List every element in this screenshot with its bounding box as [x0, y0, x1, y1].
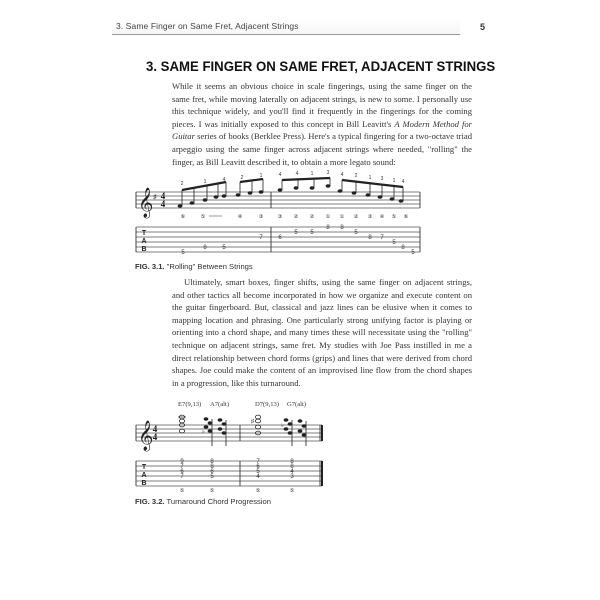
figure-1-label: FIG. 3.1. — [135, 262, 165, 271]
fig2-tab-c3-s2: 6 — [256, 464, 260, 470]
fig2-tab-letter-a: A — [141, 472, 147, 479]
section-title: 3. SAME FINGER ON SAME FRET, ADJACENT STRINGS — [146, 59, 496, 75]
fig2-tab-c4-s2: 8 — [290, 464, 294, 470]
fig1-finger-7: 4 — [295, 171, 299, 177]
figure-2-caption-text: Turnaround Chord Progression — [166, 497, 271, 506]
fig1-tab-1: 5 — [181, 250, 185, 256]
fig1-finger-14: 1 — [392, 178, 396, 184]
fig2-tab-c4-s3: 4 — [290, 469, 294, 475]
fig2-chord-symbols — [178, 401, 306, 408]
fig2-tab-c2-s2: 8 — [210, 464, 214, 470]
fig1-string-3: ④ — [237, 214, 243, 220]
chord-symbol-e7: E7(9,13) — [178, 401, 202, 408]
paragraph-1-text-a: While it seems an obvious choice in scale fingerings, using the same finger on the same fret, while moving laterally on adjacent strings, is new to some. I personally use this technique widely, and you'll find it frequently in the fingerings for the coming pieces. I was initially exposed to this concept in Bill Leavitt's — [172, 81, 472, 129]
chord-symbol-g7-alt: G7(alt) — [287, 401, 307, 408]
fig1-string-7: ② — [309, 214, 315, 220]
page-number: 5 — [480, 22, 486, 32]
fig2-string-mark-4: ⑤ — [289, 488, 295, 494]
fig1-tab-7: 5 — [310, 230, 314, 236]
fig1-tab-letter-t: T — [141, 230, 147, 237]
fig2-tab-letter-t: T — [141, 464, 147, 471]
fig2-tab-c3-s3: 5 — [256, 469, 260, 475]
fig1-finger-11: 2 — [354, 173, 358, 179]
fig1-finger-4: 2 — [240, 175, 244, 181]
fig1-tab-12: 7 — [380, 235, 384, 241]
fig2-tab-c3-s1: 7 — [256, 459, 260, 465]
paragraph-2: Ultimately, smart boxes, finger shifts, using the same finger on adjacent strings, and other tactics all become incorporated in how we organize and execute content on the guitar fingerboard. But, classical and jazz lines can be elusive when it comes to mapping location and phrasing. One particularly strong unifying factor is playing or orienting into a chord shape, and many times these will necessitate using the "rolling" technique on adjacent strings, same fret. My studies with Joe Pass instilled in me a direct relationship between chord forms (grips) and lines that were derived from chord shapes. Joe could make the content of an improvised line flow from the chord shapes in a progression, like this turnaround. — [172, 277, 472, 388]
chord-4 — [281, 418, 306, 446]
fig1-tab-6: 5 — [294, 230, 298, 236]
fig2-tab-c1-s2: 7 — [180, 464, 184, 470]
fig1-tab-10: 5 — [354, 230, 358, 236]
figure-2-caption — [135, 497, 271, 506]
fig1-finger-5: 1 — [259, 173, 263, 179]
chord-1 — [178, 415, 186, 433]
fig1-string-2: ⑤ — [200, 214, 206, 220]
fig2-string-mark-3: ⑤ — [255, 488, 261, 494]
fig2-tab-staff — [136, 461, 322, 487]
fig1-string-13: ⑤ — [391, 214, 397, 220]
figure-2-label: FIG. 3.2. — [135, 497, 165, 506]
fig1-string-9: ① — [339, 214, 345, 220]
fig1-finger-3: 4 — [222, 177, 226, 183]
fig1-tab-letter-b: B — [141, 246, 147, 253]
book-title: A Modern Method for Guitar — [172, 118, 472, 142]
fig1-string-4: ③ — [258, 214, 264, 220]
fig2-tab-c1-s1: 9 — [180, 459, 184, 465]
running-head-text: 3. Same Finger on Same Fret, Adjacent Strings — [116, 21, 299, 31]
fig1-tab-5: 6 — [278, 235, 282, 241]
figure-2-staff — [136, 425, 322, 441]
fig2-tab-c2-s3: 6 — [210, 469, 214, 475]
chord-symbol-d7: D7(9,13) — [255, 401, 279, 408]
fig2-string-mark-1: ⑤ — [179, 488, 185, 494]
fig1-string-5: ③ — [277, 214, 283, 220]
fig1-string-6: ② — [293, 214, 299, 220]
fig2-tab-letter-b: B — [141, 480, 147, 487]
fig1-finger-9: 3 — [326, 170, 330, 176]
fig1-tab-numbers — [181, 225, 415, 256]
key-signature-sharp-icon: ♯ — [153, 193, 157, 201]
fig2-tab-c4-s1: 8 — [290, 459, 294, 465]
fig1-string-1: ⑥ — [180, 214, 186, 220]
fig1-tab-2: 8 — [203, 245, 207, 251]
figure-1-caption-text: "Rolling" Between Strings — [166, 262, 253, 271]
fig2-tab-c4-s4: 3 — [290, 474, 294, 480]
fig1-finger-8: 1 — [310, 171, 314, 177]
fig1-tab-3: 5 — [222, 245, 226, 251]
fig1-string-14: ⑥ — [403, 214, 409, 220]
fig1-finger-12: 1 — [368, 175, 372, 181]
fig1-notes — [178, 178, 404, 208]
fig2-time-sig-top: 4 — [152, 424, 158, 434]
fig1-finger-15: 4 — [401, 179, 405, 185]
fig1-tab-letter-a: A — [141, 238, 147, 245]
fig1-time-sig-bottom: 4 — [160, 199, 166, 209]
fig1-string-10: ② — [353, 214, 359, 220]
fig2-tab-numbers — [180, 459, 295, 494]
figure-1-notation — [136, 170, 420, 256]
fig1-finger-13: 3 — [380, 176, 384, 182]
fig1-string-12: ④ — [379, 214, 385, 220]
fig1-tab-13: 5 — [392, 240, 396, 246]
fig2-tab-c2-s1: 8 — [210, 459, 214, 465]
fig2-tab-c3-s4: 4 — [256, 474, 260, 480]
fig1-string-8: ① — [325, 214, 331, 220]
fig2-chords — [178, 415, 306, 446]
chord-2 — [202, 417, 226, 446]
fig1-finger-1: 2 — [180, 181, 184, 187]
fig2-time-sig-bottom: 4 — [152, 432, 158, 442]
svg-text:♭: ♭ — [202, 429, 205, 435]
svg-text:♯: ♯ — [251, 419, 254, 425]
paragraph-1-text-b: series of books (Berklee Press). Here's a typical fingering for a two-octave triad arpeggio using the same finger across adjacent strings where needed, "rolling" the finger, as Bill Leavitt described it, to obtain a more legato sound: — [172, 131, 472, 167]
fig1-tab-8: 8 — [326, 225, 330, 231]
fig1-tab-14: 8 — [401, 245, 405, 251]
fig2-tab-c1-s3: 6 — [180, 469, 184, 475]
treble-clef-icon: 𝄞 — [138, 188, 154, 218]
fig1-string-numbers — [181, 213, 409, 220]
fig2-treble-clef-icon: 𝄞 — [138, 421, 154, 451]
fig1-finger-6: 4 — [278, 172, 282, 178]
figure-1-caption — [135, 262, 253, 271]
fig1-tab-11: 8 — [368, 235, 372, 241]
fig2-tab-c1-s4: 7 — [180, 474, 184, 480]
fig1-finger-2: 1 — [203, 179, 207, 185]
fig2-string-mark-2: ⑤ — [209, 488, 215, 494]
svg-text:♭: ♭ — [281, 423, 284, 429]
fig1-finger-10: 4 — [340, 172, 344, 178]
chord-symbol-a7-alt-1: A7(alt) — [210, 401, 230, 408]
fig1-tab-15: 5 — [411, 250, 415, 256]
fig1-tab-4: 7 — [259, 235, 263, 241]
fig1-tab-9: 8 — [340, 225, 344, 231]
fig1-string-11: ③ — [367, 214, 373, 220]
fig2-tab-c2-s4: 5 — [210, 474, 214, 480]
fig1-time-sig-top: 4 — [160, 191, 166, 201]
figure-2-notation — [136, 401, 322, 494]
